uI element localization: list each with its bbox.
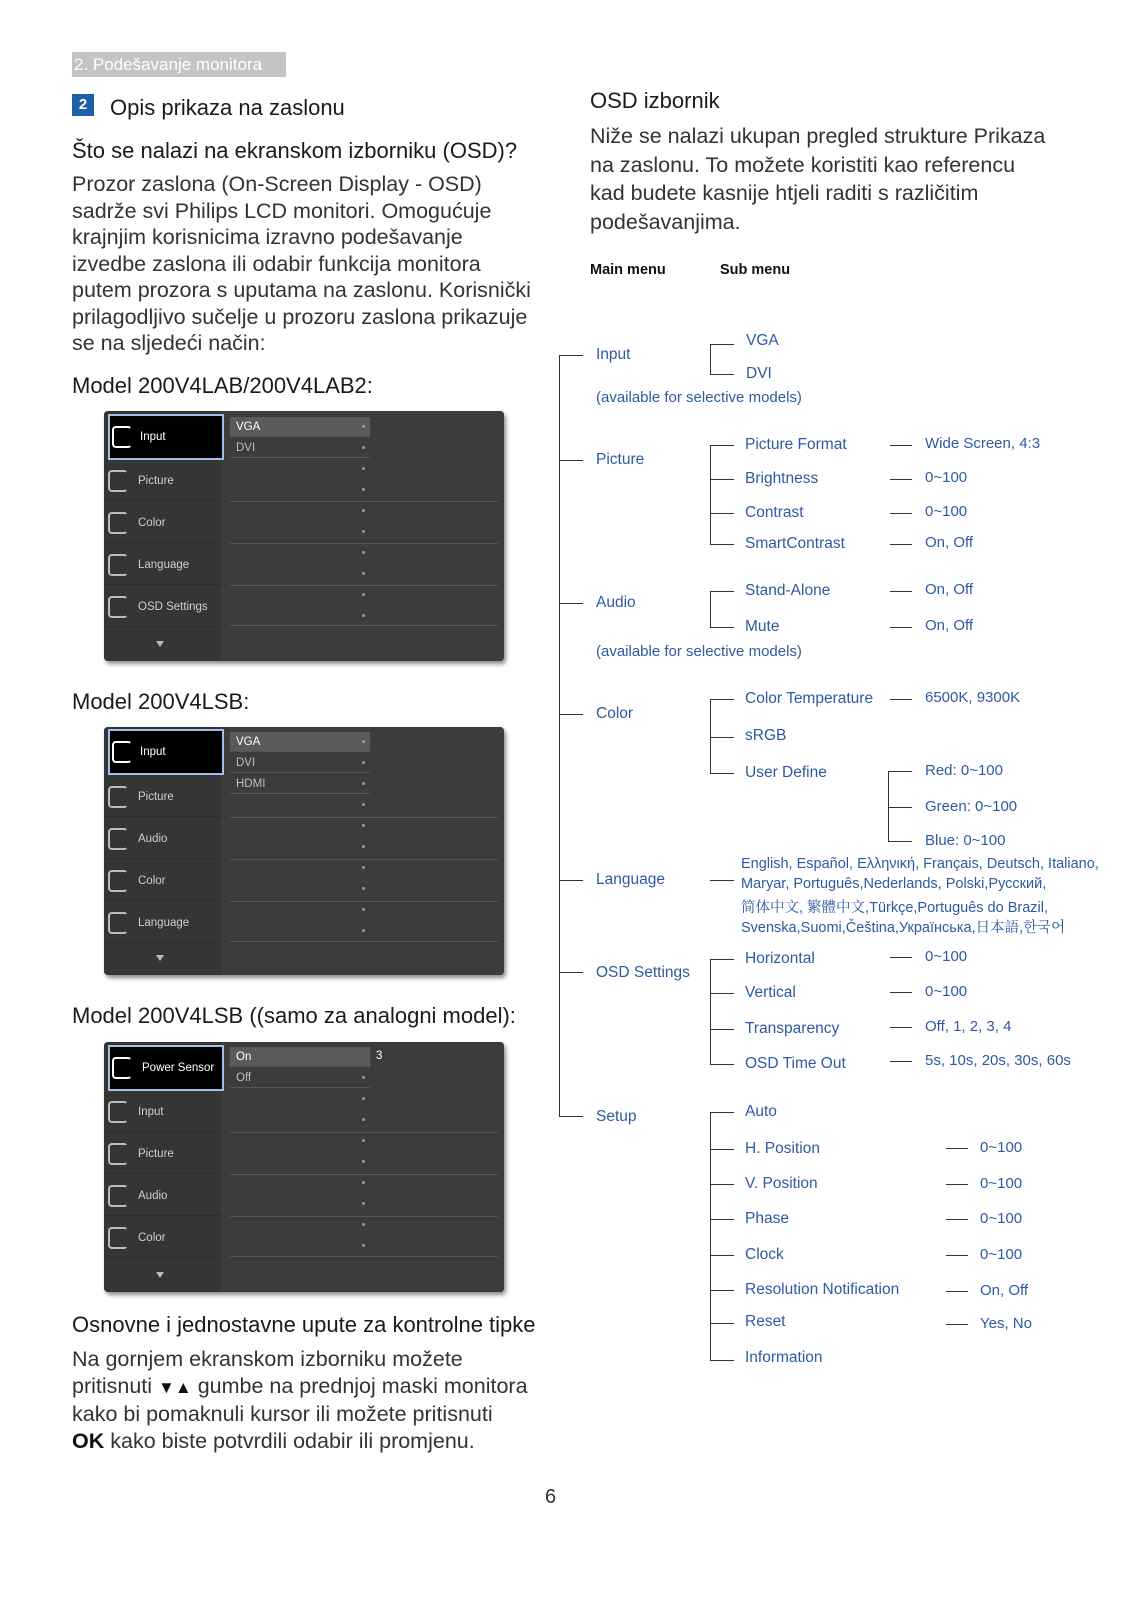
model1-heading: Model 200V4LAB/200V4LAB2: bbox=[72, 373, 373, 398]
audio-icon bbox=[108, 1185, 128, 1207]
tree-osd-time-out-value: 5s, 10s, 20s, 30s, 60s bbox=[925, 1052, 1071, 1069]
tree-brightness: Brightness bbox=[745, 470, 819, 487]
color-icon bbox=[108, 870, 128, 892]
picture-icon bbox=[108, 470, 128, 492]
osd-screen-1 bbox=[104, 411, 504, 661]
osd1-menu-color: Color bbox=[104, 503, 221, 543]
tree-language-list-4: Svenska,Suomi,Čeština,Українська,日本語,한국어 bbox=[741, 920, 1066, 936]
tree-blue: Blue: 0~100 bbox=[925, 832, 1006, 849]
osd1-scroll-down-icon bbox=[156, 641, 164, 647]
tree-color-temperature-value: 6500K, 9300K bbox=[925, 689, 1021, 706]
tree-srgb: sRGB bbox=[745, 727, 787, 744]
input-icon bbox=[112, 741, 132, 763]
osd2-menu-language: Language bbox=[104, 903, 221, 943]
input-icon bbox=[112, 426, 132, 448]
tree-horizontal: Horizontal bbox=[745, 950, 815, 967]
tree-auto: Auto bbox=[745, 1103, 777, 1120]
tree-input: Input bbox=[596, 346, 631, 363]
color-icon bbox=[108, 512, 128, 534]
tree-reset: Reset bbox=[745, 1313, 786, 1330]
tree-dvi: DVI bbox=[746, 365, 772, 382]
tree-osd-time-out: OSD Time Out bbox=[745, 1055, 846, 1072]
section-number: 2 bbox=[72, 94, 94, 116]
tree-color: Color bbox=[596, 705, 634, 722]
tree-language-list-1: English, Español, Ελληνική, Français, Deutsch, Italiano, bbox=[741, 856, 1099, 872]
osd-question-heading: Što se nalazi na ekranskom izborniku (OSD)? bbox=[72, 138, 518, 163]
osd1-menu-osd-settings: OSD Settings bbox=[104, 587, 221, 627]
tree-vertical: Vertical bbox=[745, 984, 796, 1001]
osd3-sub-on: On bbox=[230, 1047, 370, 1067]
osd3-value: 3 bbox=[376, 1050, 383, 1062]
tree-contrast-value: 0~100 bbox=[925, 503, 968, 520]
tree-phase: Phase bbox=[745, 1210, 789, 1227]
tree-audio: Audio bbox=[596, 594, 636, 611]
input-icon bbox=[108, 1101, 128, 1123]
tree-resolution-notification-value: On, Off bbox=[980, 1282, 1029, 1299]
model3-heading: Model 200V4LSB ((samo za analogni model): bbox=[72, 1003, 516, 1028]
osd2-menu-picture: Picture bbox=[104, 777, 221, 817]
tree-horizontal-value: 0~100 bbox=[925, 948, 968, 965]
tree-available-note-1: (available for selective models) bbox=[596, 389, 802, 406]
osd2-sub-hdmi: HDMI bbox=[230, 774, 370, 794]
tree-contrast: Contrast bbox=[745, 504, 804, 521]
tree-picture-format: Picture Format bbox=[745, 436, 847, 453]
tree-smartcontrast: SmartContrast bbox=[745, 535, 845, 552]
tree-clock: Clock bbox=[745, 1246, 784, 1263]
tree-mute-value: On, Off bbox=[925, 617, 974, 634]
tree-setup: Setup bbox=[596, 1108, 637, 1125]
osd2-sub-dvi: DVI bbox=[230, 753, 370, 773]
tree-resolution-notification: Resolution Notification bbox=[745, 1281, 900, 1298]
tree-brightness-value: 0~100 bbox=[925, 469, 968, 486]
tree-osd-settings: OSD Settings bbox=[596, 964, 690, 981]
controls-paragraph: Na gornjem ekranskom izborniku možete pritisnuti ▼▲ gumbe na prednjoj maski monitora kako bi pomaknuli kursor ili možete pritisnuti OK kako biste potvrdili odabir ili promjenu. bbox=[72, 1347, 528, 1453]
tree-v-position: V. Position bbox=[745, 1175, 818, 1192]
osd-menu-intro: Niže se nalazi ukupan pregled strukture Prikaza na zaslonu. To možete koristiti kao referencu kad budete kasnije htjeli raditi s različitim podešavanjima. bbox=[590, 124, 1046, 234]
tree-reset-value: Yes, No bbox=[980, 1315, 1032, 1332]
model2-heading: Model 200V4LSB: bbox=[72, 689, 250, 714]
tree-stand-alone: Stand-Alone bbox=[745, 582, 831, 599]
osd2-scroll-down-icon bbox=[156, 955, 164, 961]
osd-screen-3 bbox=[104, 1042, 504, 1292]
language-icon bbox=[108, 554, 128, 576]
osd3-menu-power-sensor: Power Sensor bbox=[108, 1045, 224, 1091]
section-title: Opis prikaza na zaslonu bbox=[110, 95, 345, 120]
osd3-scroll-down-icon bbox=[156, 1272, 164, 1278]
tree-color-temperature: Color Temperature bbox=[745, 690, 874, 707]
osd1-sub-dvi: DVI bbox=[230, 438, 370, 458]
tree-red: Red: 0~100 bbox=[925, 762, 1003, 779]
tree-vertical-value: 0~100 bbox=[925, 983, 968, 1000]
tree-v-position-value: 0~100 bbox=[980, 1175, 1023, 1192]
osd1-menu-language: Language bbox=[104, 545, 221, 585]
main-menu-header: Main menu bbox=[590, 262, 666, 278]
osd3-menu-audio: Audio bbox=[104, 1176, 221, 1216]
tree-picture: Picture bbox=[596, 451, 645, 468]
power-sensor-icon bbox=[112, 1057, 132, 1079]
osd1-menu-picture: Picture bbox=[104, 461, 221, 501]
intro-paragraph: Prozor zaslona (On-Screen Display - OSD) sadrže svi Philips LCD monitori. Omogućuje krajnjim korisnicima izravno podešavanje izvedbe zaslona ili odabir funkcija monitora putem prozora s uputama na zaslonu. Korisnički prilagodljivo sučelje u prozoru zaslona prikazuje se na sljedeći način: bbox=[72, 172, 531, 355]
controls-heading: Osnovne i jednostavne upute za kontrolne tipke bbox=[72, 1312, 536, 1337]
language-icon bbox=[108, 912, 128, 934]
sub-menu-header: Sub menu bbox=[720, 262, 791, 278]
osd1-menu-input: Input bbox=[108, 414, 224, 460]
tree-language-list-2: Maryar, Português,Nederlands, Polski,Русский, bbox=[741, 876, 1047, 892]
down-up-arrows-icon: ▼▲ bbox=[158, 1377, 192, 1397]
tree-smartcontrast-value: On, Off bbox=[925, 534, 974, 551]
tree-phase-value: 0~100 bbox=[980, 1210, 1023, 1227]
tree-h-position: H. Position bbox=[745, 1140, 820, 1157]
tree-transparency: Transparency bbox=[745, 1020, 840, 1037]
picture-icon bbox=[108, 1143, 128, 1165]
osd3-menu-color: Color bbox=[104, 1218, 221, 1258]
chapter-tag: 2. Podešavanje monitora bbox=[72, 52, 286, 77]
audio-icon bbox=[108, 828, 128, 850]
color-icon bbox=[108, 1227, 128, 1249]
page-number: 6 bbox=[545, 1486, 557, 1508]
osd-settings-icon bbox=[108, 596, 128, 618]
picture-icon bbox=[108, 786, 128, 808]
osd2-menu-input: Input bbox=[108, 729, 224, 775]
tree-language-list-3: 简体中文, 繁體中文,Türkçe,Português do Brazil, bbox=[741, 900, 1048, 916]
osd2-menu-color: Color bbox=[104, 861, 221, 901]
osd2-sub-vga: VGA bbox=[230, 732, 370, 752]
tree-clock-value: 0~100 bbox=[980, 1246, 1023, 1263]
osd2-menu-audio: Audio bbox=[104, 819, 221, 859]
osd-menu-heading: OSD izbornik bbox=[590, 88, 720, 113]
osd1-sub-vga: VGA bbox=[230, 417, 370, 437]
tree-user-define: User Define bbox=[745, 764, 827, 781]
tree-vga: VGA bbox=[746, 332, 779, 349]
tree-available-note-2: (available for selective models) bbox=[596, 643, 802, 660]
tree-transparency-value: Off, 1, 2, 3, 4 bbox=[925, 1018, 1012, 1035]
tree-language: Language bbox=[596, 871, 665, 888]
tree-information: Information bbox=[745, 1349, 823, 1366]
tree-h-position-value: 0~100 bbox=[980, 1139, 1023, 1156]
osd3-menu-input: Input bbox=[104, 1092, 221, 1132]
tree-green: Green: 0~100 bbox=[925, 798, 1018, 815]
tree-stand-alone-value: On, Off bbox=[925, 581, 974, 598]
osd3-sub-off: Off bbox=[230, 1068, 370, 1088]
osd-screen-2 bbox=[104, 727, 504, 975]
tree-picture-format-value: Wide Screen, 4:3 bbox=[925, 435, 1041, 452]
osd3-menu-picture: Picture bbox=[104, 1134, 221, 1174]
tree-mute: Mute bbox=[745, 618, 780, 635]
